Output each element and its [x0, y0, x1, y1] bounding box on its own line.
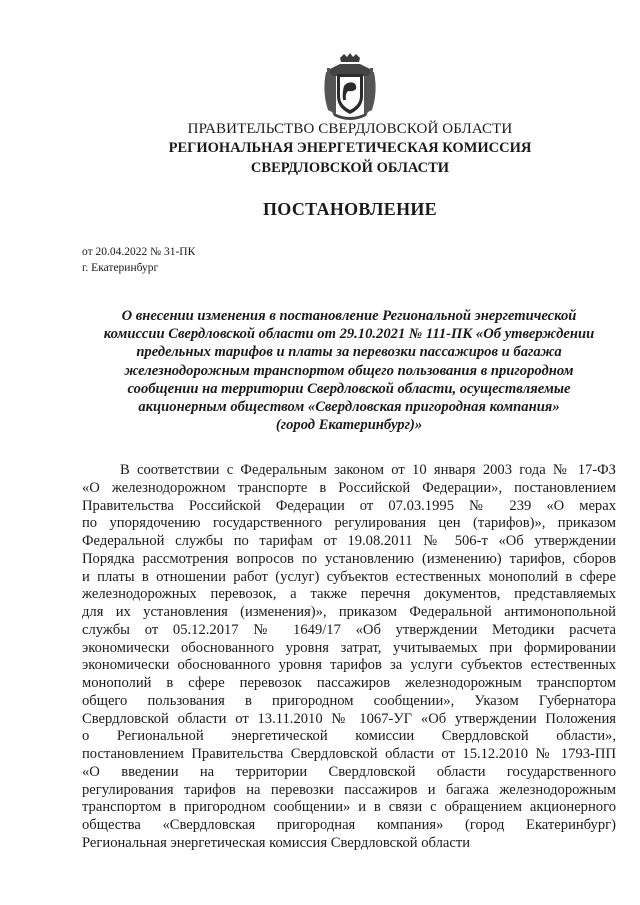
body-line: общего пользования в пригородном сообщении», Указом Губернатора — [82, 692, 616, 709]
body-line: регулирования тарифов на перевозки пассажиров и багажа железнодорожным — [82, 781, 616, 798]
body-line: Федеральной службы по тарифам от 19.08.2011 № 506-т «Об утверждении — [82, 533, 616, 549]
document-city: г. Екатеринбург — [82, 262, 159, 274]
subject-line: железнодорожным транспортом общего пользования в пригородном — [124, 362, 574, 379]
subject-line: предельных тарифов и платы за перевозки пассажиров и багажа — [136, 344, 562, 361]
body-line: о Региональной энергетической комиссии Свердловской области», — [82, 728, 616, 745]
body-line: «О железнодорожном транспорте в Российской Федерации», постановлением — [82, 479, 616, 496]
document-type-title: ПОСТАНОВЛЕНИЕ — [263, 199, 437, 219]
body-line: экономически обоснованного уровня тарифов за услуги субъектов естественных — [82, 657, 616, 674]
document-body — [82, 462, 616, 853]
body-line: для их установления (изменения)», приказом Федеральной антимонопольной — [82, 604, 616, 620]
body-line: службы от 05.12.2017 № 1649/17 «Об утверждении Методики расчета — [82, 621, 616, 638]
body-line: Свердловской области от 13.11.2010 № 1067-УГ «Об утверждении Положения — [82, 710, 616, 727]
commission-heading-line1: РЕГИОНАЛЬНАЯ ЭНЕРГЕТИЧЕСКАЯ КОМИССИЯ — [168, 140, 532, 156]
subject-line: акционерным обществом «Свердловская пригородная компания» — [138, 399, 560, 416]
subject-line: комиссии Свердловской области от 29.10.2021 № 111-ПК «Об утверждении — [103, 326, 595, 343]
body-line: постановлением Правительства Свердловской области от 15.12.2010 № 1793-ПП — [82, 746, 616, 762]
body-line: «О введении на территории Свердловской области государственного — [82, 763, 616, 780]
document-subject — [84, 307, 614, 434]
coat-of-arms-icon — [318, 52, 382, 120]
government-heading: ПРАВИТЕЛЬСТВО СВЕРДЛОВСКОЙ ОБЛАСТИ — [187, 121, 513, 137]
body-line: общества «Свердловская пригородная компания» (город Екатеринбург) — [82, 817, 616, 833]
subject-line: (город Екатеринбург)» — [275, 417, 423, 434]
subject-line: сообщении на территории Свердловской области, осуществляемые — [127, 380, 571, 397]
body-line: транспортом в пригородном сообщении» и в связи с обращением акционерного — [82, 799, 616, 816]
body-line: Региональная энергетическая комиссия Свердловской области — [82, 834, 471, 851]
body-line: экономически обоснованного уровня затрат, учитываемых при формировании — [82, 639, 616, 656]
document-date-number: от 20.04.2022 № 31-ПК — [82, 246, 196, 258]
body-line: Порядка рассмотрения вопросов по установлению (изменению) тарифов, сборов — [82, 550, 616, 567]
body-line: и платы в отношении работ (услуг) субъектов естественных монополий в сфере — [82, 568, 616, 585]
body-line: железнодорожных перевозок, а также перечня документов, представляемых — [82, 586, 616, 603]
body-line: В соответствии с Федеральным законом от 10 января 2003 года № 17-ФЗ — [120, 462, 616, 478]
body-line: монополий в сфере перевозок пассажиров железнодорожным транспортом — [82, 675, 616, 691]
commission-heading-line2: СВЕРДЛОВСКОЙ ОБЛАСТИ — [250, 160, 450, 176]
body-line: Правительства Российской Федерации от 07.03.1995 № 239 «О мерах — [82, 497, 616, 514]
subject-line: О внесении изменения в постановление Региональной энергетической — [121, 308, 577, 324]
body-line: по упорядочению государственного регулирования цен (тарифов)», приказом — [82, 515, 616, 532]
